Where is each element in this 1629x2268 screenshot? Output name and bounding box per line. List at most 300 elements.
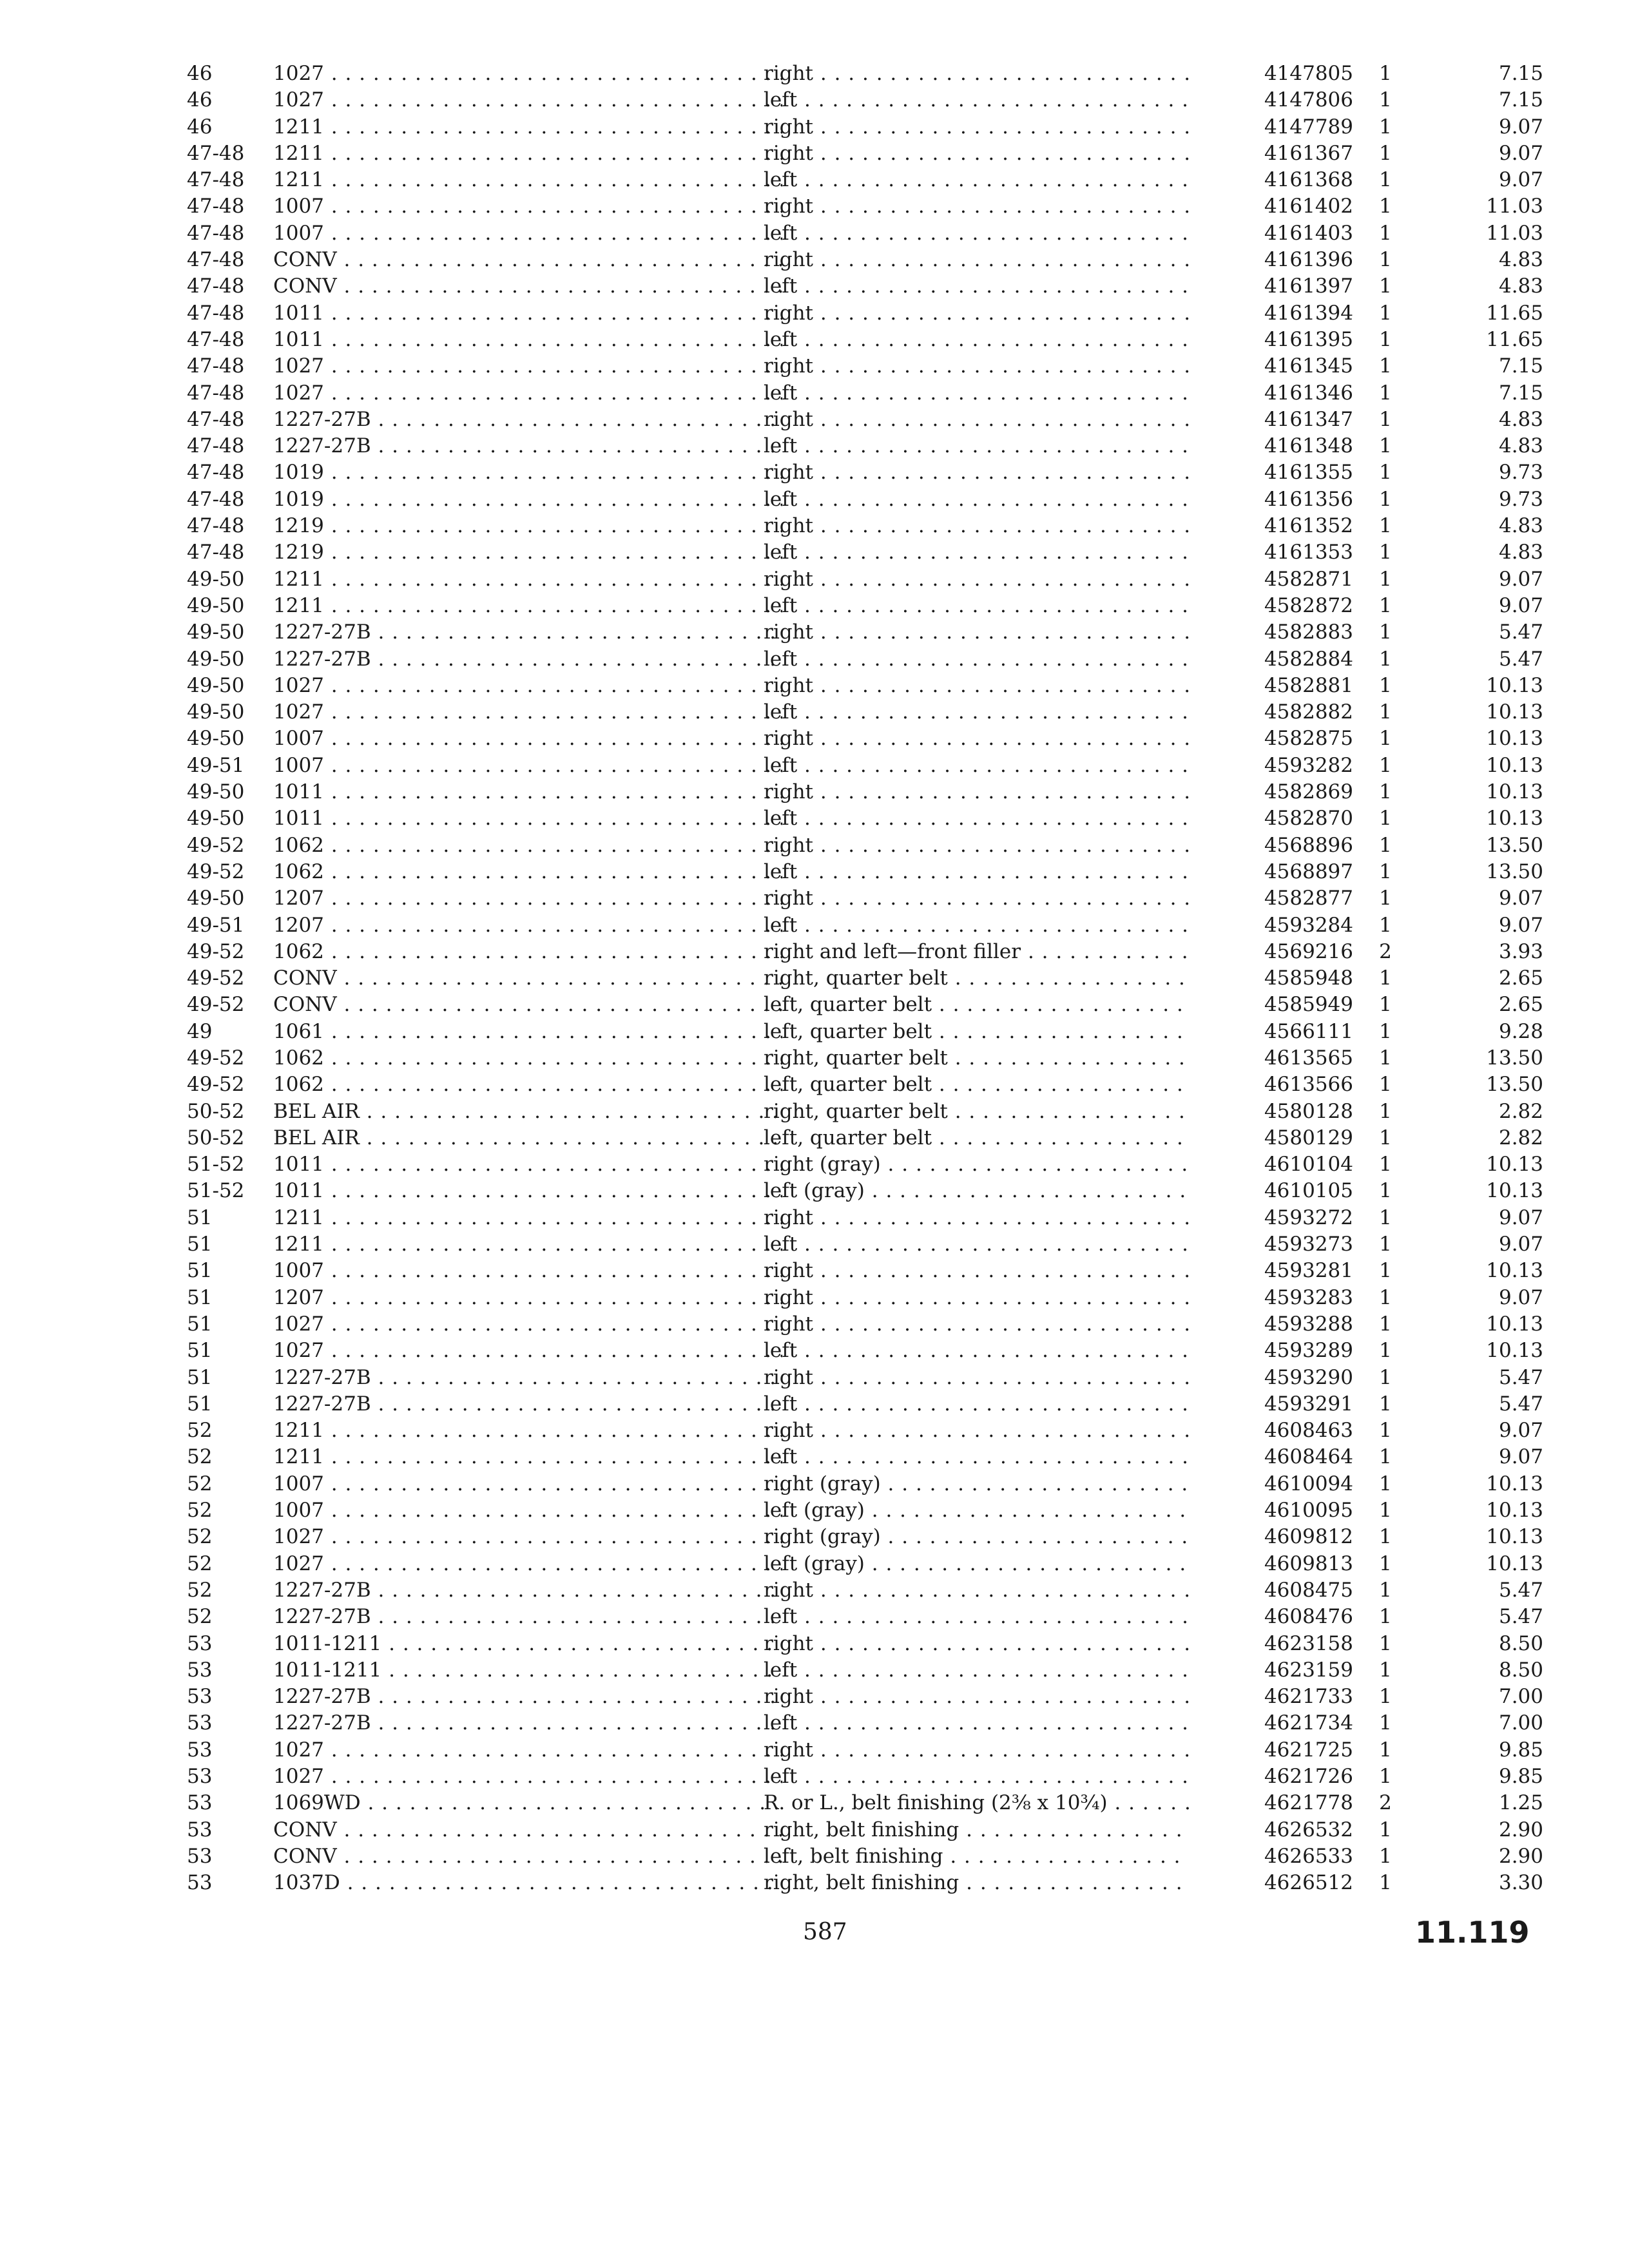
description-cell-leader (764, 1019, 1189, 1045)
part-number-cell: 4621734 (1264, 1711, 1353, 1735)
part-number-cell: 4608475 (1264, 1578, 1353, 1602)
part-number-cell: 4626512 (1264, 1871, 1353, 1895)
table-row (187, 1551, 1543, 1577)
year-cell: 47-48 (187, 541, 245, 564)
price-cell: 10.13 (1486, 1312, 1543, 1336)
year-cell: 53 (187, 1765, 213, 1788)
table-row (187, 1684, 1543, 1710)
description-cell-leader (764, 407, 1189, 433)
description-cell-wrap (764, 1657, 1195, 1684)
part-number-cell: 4593290 (1264, 1365, 1353, 1389)
description-cell-wrap (764, 114, 1195, 140)
description-cell: left . . . (764, 594, 1189, 617)
description-cell-leader (764, 1045, 1189, 1072)
year-cell: 47-48 (187, 381, 245, 405)
description-cell-leader (764, 380, 1189, 407)
description-cell: right . . . (764, 1366, 1189, 1389)
price-cell: 9.07 (1498, 1419, 1543, 1443)
model-cell: 1027 . . . (273, 1552, 782, 1575)
description-cell-wrap (764, 1099, 1195, 1125)
model-cell: 1207 . . . (273, 887, 782, 910)
description-cell-leader (764, 140, 1189, 167)
description-cell: left . . . (764, 1233, 1189, 1256)
year-cell: 51 (187, 1233, 213, 1256)
description-cell-leader (764, 87, 1189, 113)
model-cell: 1037D . . . (273, 1871, 782, 1894)
description-cell: left . . . (764, 488, 1189, 511)
part-number-cell: 4613566 (1264, 1073, 1353, 1097)
model-cell: CONV . . . (273, 993, 782, 1016)
description-cell-leader (764, 220, 1189, 247)
quantity-cell: 1 (1379, 1312, 1392, 1336)
description-cell-wrap (764, 1418, 1195, 1444)
description-cell-wrap (764, 1365, 1195, 1391)
year-cell: 49-52 (187, 1046, 245, 1070)
model-cell-leader (273, 1391, 782, 1418)
year-cell: 51 (187, 1259, 213, 1283)
description-cell: left . . . (764, 274, 1189, 298)
model-cell: 1227-27B . . . (273, 1711, 782, 1735)
table-row (187, 965, 1543, 992)
description-cell-wrap (764, 380, 1195, 407)
description-cell: right . . . (764, 727, 1189, 750)
price-cell: 9.07 (1498, 1445, 1543, 1469)
table-row (187, 1710, 1543, 1736)
section-number: 11.119 (1415, 1915, 1530, 1950)
model-cell-leader (273, 1151, 782, 1178)
table-row (187, 593, 1543, 619)
part-number-cell: 4593283 (1264, 1285, 1353, 1309)
description-cell-wrap (764, 220, 1195, 247)
table-row (187, 1524, 1543, 1550)
model-cell: 1211 . . . (273, 142, 782, 165)
price-cell: 9.07 (1498, 1233, 1543, 1256)
model-cell: BEL AIR . . . (273, 1126, 782, 1149)
table-row (187, 327, 1543, 353)
price-cell: 5.47 (1498, 1605, 1543, 1629)
year-cell: 50-52 (187, 1099, 245, 1123)
description-cell: left . . . (764, 168, 1189, 191)
price-cell: 2.65 (1498, 966, 1543, 990)
quantity-cell: 1 (1379, 354, 1392, 378)
description-cell-wrap (764, 1577, 1195, 1604)
table-row (187, 167, 1543, 193)
model-cell-leader (273, 1285, 782, 1311)
price-cell: 7.00 (1498, 1685, 1543, 1709)
table-row (187, 433, 1543, 459)
quantity-cell: 1 (1379, 1578, 1392, 1602)
description-cell-leader (764, 1231, 1189, 1258)
description-cell-leader (764, 699, 1189, 726)
quantity-cell: 1 (1379, 966, 1392, 990)
model-cell: 1062 . . . (273, 1046, 782, 1070)
part-number-cell: 4593281 (1264, 1259, 1353, 1283)
model-cell: 1227-27B . . . (273, 1366, 782, 1389)
table-row (187, 859, 1543, 885)
quantity-cell: 1 (1379, 807, 1392, 831)
model-cell-leader (273, 1684, 782, 1710)
price-cell: 10.13 (1486, 1525, 1543, 1549)
table-row (187, 1231, 1543, 1258)
price-cell: 10.13 (1486, 753, 1543, 777)
part-number-cell: 4147805 (1264, 62, 1353, 85)
description-cell: left . . . (764, 807, 1189, 830)
description-cell-leader (764, 619, 1189, 646)
description-cell: left . . . (764, 1605, 1189, 1628)
part-number-cell: 4161348 (1264, 434, 1353, 458)
description-cell-wrap (764, 1497, 1195, 1524)
model-cell: CONV . . . (273, 274, 782, 298)
description-cell-leader (764, 247, 1189, 273)
description-cell-wrap (764, 1870, 1195, 1896)
year-cell: 49-50 (187, 567, 245, 591)
model-cell-leader (273, 87, 782, 113)
year-cell: 46 (187, 88, 213, 112)
description-cell-leader (764, 300, 1189, 327)
part-number-cell: 4161403 (1264, 221, 1353, 245)
model-cell-leader (273, 1418, 782, 1444)
year-cell: 49-50 (187, 620, 245, 644)
table-row (187, 1205, 1543, 1231)
quantity-cell: 1 (1379, 1658, 1392, 1682)
quantity-cell: 1 (1379, 1046, 1392, 1070)
quantity-cell: 1 (1379, 1179, 1392, 1203)
model-cell: 1007 . . . (273, 1259, 782, 1282)
description-cell-wrap (764, 61, 1195, 87)
table-row (187, 992, 1543, 1018)
part-number-cell: 4582871 (1264, 567, 1353, 591)
table-row (187, 486, 1543, 513)
year-cell: 47-48 (187, 487, 245, 511)
description-cell: right . . . (764, 62, 1189, 85)
part-number-cell: 4623159 (1264, 1658, 1353, 1682)
price-cell: 7.15 (1498, 88, 1543, 112)
price-cell: 10.13 (1486, 1499, 1543, 1523)
model-cell-leader (273, 140, 782, 167)
description-cell-wrap (764, 1524, 1195, 1550)
part-number-cell: 4580128 (1264, 1099, 1353, 1123)
year-cell: 47-48 (187, 248, 245, 272)
price-cell: 9.85 (1498, 1765, 1543, 1788)
model-cell: 1062 . . . (273, 940, 782, 963)
part-number-cell: 4593284 (1264, 913, 1353, 937)
model-cell: 1007 . . . (273, 754, 782, 777)
quantity-cell: 1 (1379, 1765, 1392, 1788)
description-cell-wrap (764, 885, 1195, 912)
model-cell: 1019 . . . (273, 461, 782, 484)
description-cell-wrap (764, 433, 1195, 459)
model-cell: 1011 . . . (273, 328, 782, 351)
year-cell: 47-48 (187, 354, 245, 378)
part-number-cell: 4568896 (1264, 833, 1353, 857)
part-number-cell: 4610104 (1264, 1153, 1353, 1177)
price-cell: 2.90 (1498, 1844, 1543, 1868)
quantity-cell: 1 (1379, 514, 1392, 538)
year-cell: 49-50 (187, 887, 245, 910)
table-row (187, 114, 1543, 140)
description-cell-wrap (764, 459, 1195, 486)
year-cell: 52 (187, 1445, 213, 1469)
price-cell: 4.83 (1498, 434, 1543, 458)
description-cell: R. or L., belt finishing (2⅜ x 10¾) . . . (764, 1791, 1189, 1814)
description-cell-leader (764, 566, 1189, 593)
description-cell-leader (764, 1817, 1189, 1843)
description-cell-wrap (764, 1178, 1195, 1204)
price-cell: 5.47 (1498, 1365, 1543, 1389)
table-row (187, 1019, 1543, 1045)
description-cell-wrap (764, 1231, 1195, 1258)
description-cell: right . . . (764, 354, 1189, 378)
quantity-cell: 1 (1379, 567, 1392, 591)
description-cell-leader (764, 1125, 1189, 1151)
description-cell-leader (764, 992, 1189, 1018)
quantity-cell: 1 (1379, 62, 1392, 85)
description-cell: right (gray) . . . (764, 1153, 1189, 1176)
table-row (187, 1444, 1543, 1470)
price-cell: 9.07 (1498, 1206, 1543, 1229)
model-cell: CONV . . . (273, 966, 782, 990)
price-cell: 4.83 (1498, 407, 1543, 431)
description-cell-leader (764, 1258, 1189, 1284)
part-number-cell: 4585948 (1264, 966, 1353, 990)
description-cell: right (gray) . . . (764, 1525, 1189, 1548)
description-cell-wrap (764, 939, 1195, 965)
model-cell: 1207 . . . (273, 914, 782, 937)
model-cell: 1062 . . . (273, 860, 782, 883)
model-cell: 1219 . . . (273, 541, 782, 564)
description-cell-leader (764, 1604, 1189, 1630)
quantity-cell: 1 (1379, 1339, 1392, 1363)
description-cell-wrap (764, 193, 1195, 220)
quantity-cell: 1 (1379, 1738, 1392, 1762)
year-cell: 51 (187, 1206, 213, 1229)
price-cell: 10.13 (1486, 807, 1543, 831)
description-cell-leader (764, 832, 1189, 859)
description-cell-leader (764, 1497, 1189, 1524)
table-row (187, 1817, 1543, 1843)
description-cell: right . . . (764, 834, 1189, 857)
description-cell-wrap (764, 1072, 1195, 1098)
model-cell: 1019 . . . (273, 488, 782, 511)
model-cell-leader (273, 1817, 782, 1843)
table-row (187, 673, 1543, 699)
quantity-cell: 1 (1379, 1445, 1392, 1469)
part-number-cell: 4161402 (1264, 195, 1353, 218)
description-cell-leader (764, 167, 1189, 193)
description-cell-leader (764, 433, 1189, 459)
description-cell-wrap (764, 965, 1195, 992)
table-row (187, 407, 1543, 433)
model-cell-leader (273, 859, 782, 885)
description-cell-leader (764, 1205, 1189, 1231)
model-cell-leader (273, 1737, 782, 1763)
year-cell: 51-52 (187, 1153, 245, 1177)
model-cell-leader (273, 673, 782, 699)
year-cell: 51-52 (187, 1179, 245, 1203)
year-cell: 49-50 (187, 780, 245, 804)
year-cell: 53 (187, 1631, 213, 1655)
quantity-cell: 1 (1379, 1233, 1392, 1256)
quantity-cell: 1 (1379, 1605, 1392, 1629)
model-cell: 1211 . . . (273, 1445, 782, 1468)
model-cell: 1227-27B . . . (273, 1605, 782, 1628)
quantity-cell: 1 (1379, 168, 1392, 192)
model-cell-leader (273, 619, 782, 646)
description-cell-wrap (764, 726, 1195, 752)
description-cell-leader (764, 912, 1189, 939)
description-cell-leader (764, 1631, 1189, 1657)
quantity-cell: 1 (1379, 541, 1392, 564)
description-cell-leader (764, 1099, 1189, 1125)
part-number-cell: 4566111 (1264, 1019, 1353, 1043)
description-cell: right . . . (764, 302, 1189, 325)
model-cell: 1027 . . . (273, 1738, 782, 1762)
description-cell: left (gray) . . . (764, 1552, 1189, 1575)
quantity-cell: 1 (1379, 700, 1392, 724)
price-cell: 4.83 (1498, 274, 1543, 298)
model-cell-leader (273, 992, 782, 1018)
model-cell-leader (273, 1524, 782, 1550)
table-row (187, 1790, 1543, 1816)
part-number-cell: 4623158 (1264, 1631, 1353, 1655)
model-cell-leader (273, 407, 782, 433)
price-cell: 9.07 (1498, 168, 1543, 192)
price-cell: 10.13 (1486, 700, 1543, 724)
table-row (187, 1418, 1543, 1444)
quantity-cell: 1 (1379, 1552, 1392, 1575)
model-cell-leader (273, 1631, 782, 1657)
part-number-cell: 4161347 (1264, 407, 1353, 431)
price-cell: 4.83 (1498, 248, 1543, 272)
description-cell: left (gray) . . . (764, 1179, 1189, 1202)
year-cell: 49-52 (187, 993, 245, 1017)
price-cell: 11.03 (1486, 195, 1543, 218)
year-cell: 52 (187, 1419, 213, 1443)
model-cell: 1211 . . . (273, 1206, 782, 1229)
description-cell: left, quarter belt . . . (764, 1073, 1189, 1096)
year-cell: 53 (187, 1685, 213, 1709)
price-cell: 2.82 (1498, 1126, 1543, 1149)
description-cell-wrap (764, 1684, 1195, 1710)
model-cell-leader (273, 646, 782, 673)
price-cell: 8.50 (1498, 1631, 1543, 1655)
year-cell: 52 (187, 1552, 213, 1575)
description-cell-leader (764, 61, 1189, 87)
year-cell: 49-52 (187, 833, 245, 857)
model-cell-leader (273, 1338, 782, 1364)
table-row (187, 1763, 1543, 1790)
part-number-cell: 4621726 (1264, 1765, 1353, 1788)
description-cell-leader (764, 1391, 1189, 1418)
model-cell: 1011 . . . (273, 1153, 782, 1176)
price-cell: 13.50 (1486, 1073, 1543, 1097)
description-cell-leader (764, 1072, 1189, 1098)
price-cell: 3.30 (1498, 1871, 1543, 1895)
description-cell-wrap (764, 539, 1195, 566)
description-cell: left . . . (764, 541, 1189, 564)
description-cell-wrap (764, 247, 1195, 273)
quantity-cell: 2 (1379, 1791, 1392, 1815)
price-cell: 4.83 (1498, 541, 1543, 564)
description-cell: right . . . (764, 887, 1189, 910)
description-cell: left, quarter belt . . . (764, 1020, 1189, 1043)
model-cell: 1007 . . . (273, 1472, 782, 1495)
model-cell: 1211 . . . (273, 1419, 782, 1442)
model-cell-leader (273, 1125, 782, 1151)
model-cell: 1207 . . . (273, 1286, 782, 1309)
model-cell-leader (273, 167, 782, 193)
description-cell: left . . . (764, 381, 1189, 405)
model-cell-leader (273, 1099, 782, 1125)
quantity-cell: 1 (1379, 1472, 1392, 1495)
quantity-cell: 1 (1379, 860, 1392, 883)
part-number-cell: 4582875 (1264, 727, 1353, 751)
model-cell: 1027 . . . (273, 1312, 782, 1336)
year-cell: 47-48 (187, 434, 245, 458)
quantity-cell: 2 (1379, 939, 1392, 963)
part-number-cell: 4621725 (1264, 1738, 1353, 1762)
description-cell-wrap (764, 1604, 1195, 1630)
part-number-cell: 4161396 (1264, 248, 1353, 272)
description-cell-wrap (764, 1311, 1195, 1338)
description-cell-leader (764, 939, 1189, 965)
table-row (187, 832, 1543, 859)
table-row (187, 247, 1543, 273)
page-number: 587 (803, 1919, 847, 1945)
table-row (187, 87, 1543, 113)
description-cell-leader (764, 673, 1189, 699)
model-cell-leader (273, 593, 782, 619)
description-cell-wrap (764, 619, 1195, 646)
part-number-cell: 4593289 (1264, 1339, 1353, 1363)
model-cell-leader (273, 699, 782, 726)
quantity-cell: 1 (1379, 487, 1392, 511)
part-number-cell: 4582881 (1264, 673, 1353, 697)
description-cell: right . . . (764, 1259, 1189, 1282)
year-cell: 47-48 (187, 301, 245, 325)
model-cell-leader (273, 1763, 782, 1790)
price-cell: 2.90 (1498, 1818, 1543, 1841)
part-number-cell: 4582869 (1264, 780, 1353, 804)
price-cell: 10.13 (1486, 1472, 1543, 1495)
table-row (187, 885, 1543, 912)
model-cell: CONV . . . (273, 1818, 782, 1841)
model-cell: 1027 . . . (273, 381, 782, 405)
table-row (187, 459, 1543, 486)
year-cell: 51 (187, 1392, 213, 1416)
table-row (187, 1125, 1543, 1151)
quantity-cell: 1 (1379, 1631, 1392, 1655)
price-cell: 13.50 (1486, 860, 1543, 883)
table-row (187, 193, 1543, 220)
year-cell: 49-52 (187, 939, 245, 963)
price-cell: 10.13 (1486, 673, 1543, 697)
part-number-cell: 4621733 (1264, 1685, 1353, 1709)
description-cell-leader (764, 1737, 1189, 1763)
year-cell: 47-48 (187, 514, 245, 538)
description-cell: right, quarter belt . . . (764, 1100, 1189, 1123)
description-cell-wrap (764, 1045, 1195, 1072)
price-cell: 9.07 (1498, 567, 1543, 591)
description-cell: left . . . (764, 914, 1189, 937)
price-cell: 7.15 (1498, 381, 1543, 405)
model-cell: 1011 . . . (273, 302, 782, 325)
model-cell: 1211 . . . (273, 1233, 782, 1256)
description-cell-wrap (764, 327, 1195, 353)
description-cell-wrap (764, 1258, 1195, 1284)
year-cell: 46 (187, 115, 213, 139)
description-cell: left . . . (764, 1392, 1189, 1416)
